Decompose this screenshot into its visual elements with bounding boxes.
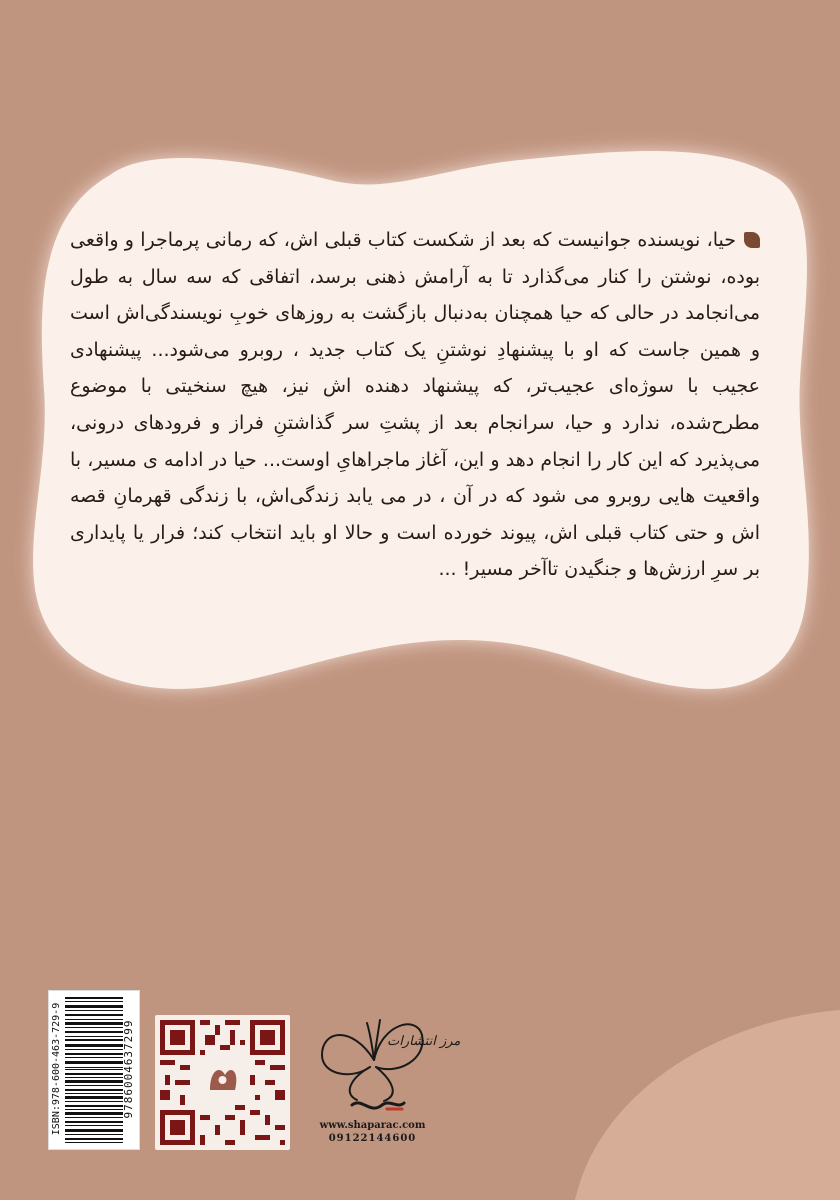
bullet-icon [744, 232, 760, 248]
book-description [70, 222, 760, 588]
butterfly-logo-icon [312, 1005, 461, 1120]
ean-digits: 9786004637299 [122, 1019, 135, 1119]
publisher-phone: 09122144600 [328, 1133, 417, 1144]
qr-code [155, 1015, 290, 1150]
qr-code-icon [155, 1015, 290, 1150]
publisher-website: www.shaparac.com [319, 1120, 426, 1131]
isbn-label: ISBN:978-600-463-729-9 [51, 1002, 62, 1136]
publisher-logo-text: مرز انتشارات [387, 1034, 461, 1049]
description-text: حیا، نویسنده جوانیست که بعد از شکست کتاب قبلی اش، که رمانی پرماجرا و واقعی بوده، نوشتن را کنار می‌گذارد تا به آرامش ذهنی برسد، اتفاقی که سه سال به طول می‌انجامد در حالی که حیا همچنان به‌دنبال بازگشت به روزهای خوبِ نویسندگی‌اش است و همین جاست که او با پیشنهادِ نوشتنِ یک کتاب جدید ، روبرو می‌شود... پیشنهادی عجیب با سوژه‌ای عجیب‌تر، که پیشنهاد دهنده اش نیز، هیچ سنخیتی با موضوع مطرح‌شده، ندارد و حیا، سرانجام بعد از پشتِ سر گذاشتنِ فراز و فرودهای درونی، می‌پذیرد که این کار را انجام دهد و این، آغاز ماجراهایِ اوست... حیا در ادامه ی مسیر، با واقعیت هایی روبرو می شود که در آن ، در می یابد زندگی‌اش، با زندگی قهرمانِ قصه اش و حتی کتاب قبلی اش، پیوند خورده است و حالا او باید انتخاب کند؛ فرار یا پایداری بر سرِ ارزش‌ها و جنگیدن تاآخر مسیر! ... [70, 229, 760, 581]
